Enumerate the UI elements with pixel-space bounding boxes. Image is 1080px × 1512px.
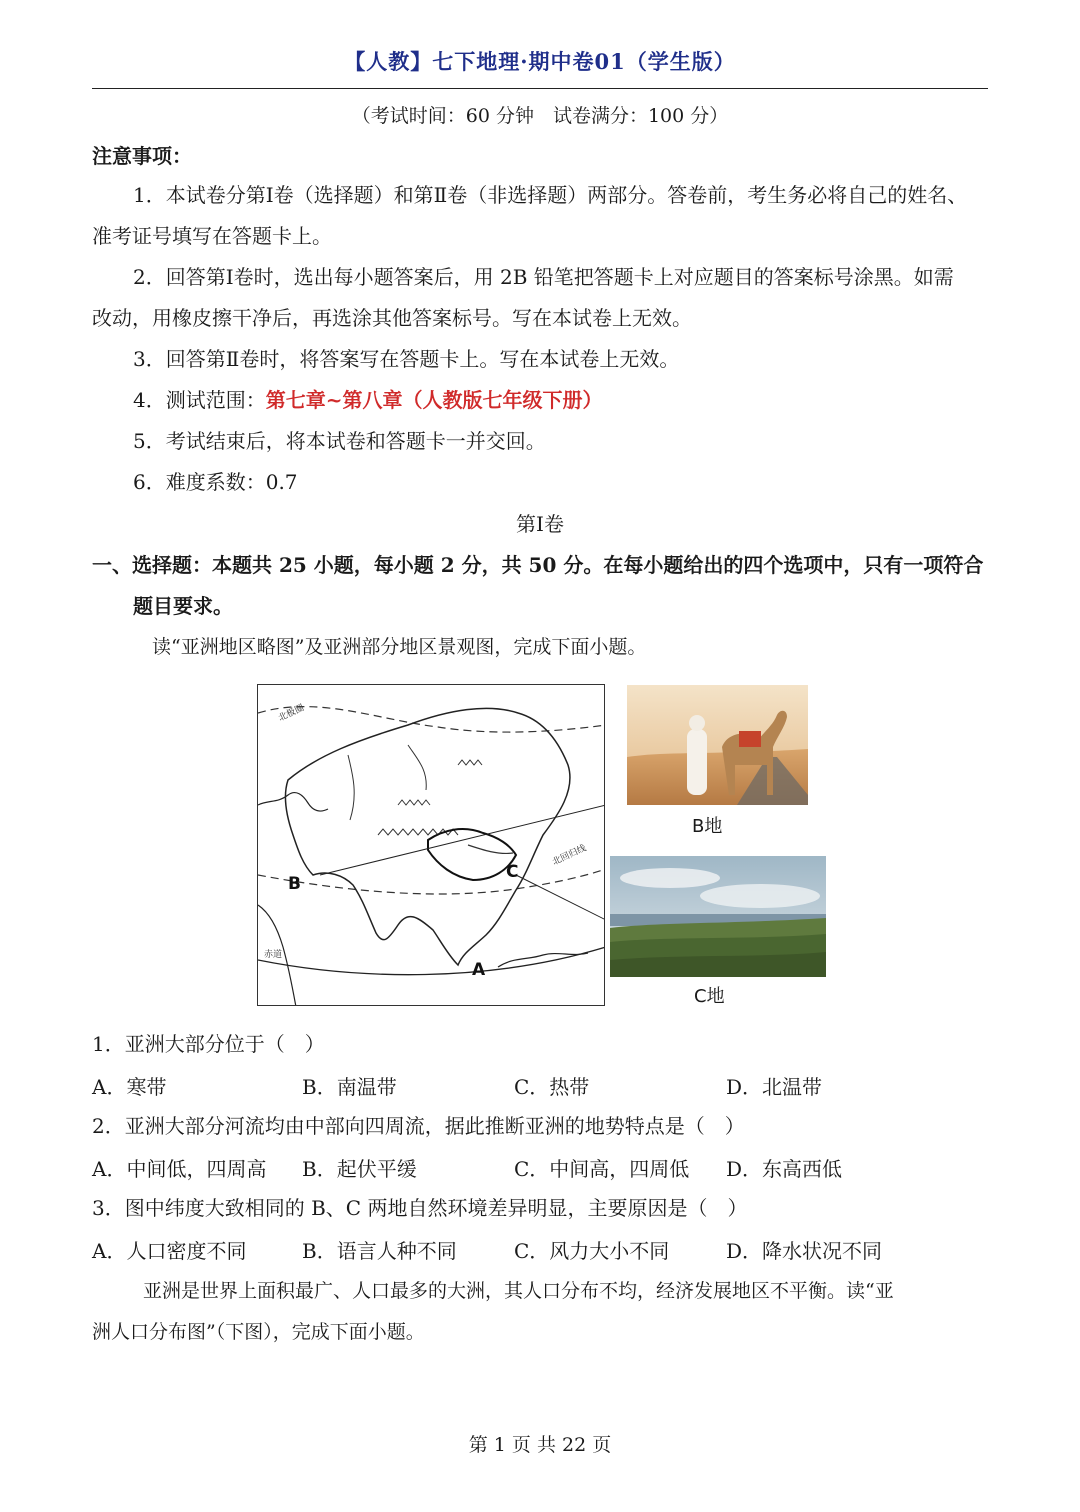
exam-info: （考试时间：60 分钟 试卷满分：100 分） bbox=[351, 105, 729, 127]
photo-b-desert bbox=[627, 685, 808, 805]
point-a-label: A bbox=[472, 960, 486, 980]
question-2-option-b: B．起伏平缓 bbox=[302, 1157, 417, 1181]
notice-item-4-prefix: 4．测试范围： bbox=[133, 388, 266, 412]
desert-photo-drawing bbox=[627, 685, 808, 805]
question-1-option-a: A．寒带 bbox=[92, 1075, 167, 1099]
arctic-circle-label: 北极圈 bbox=[277, 703, 306, 724]
question-1-option-d: D．北温带 bbox=[726, 1075, 823, 1099]
passage-line-2: 洲人口分布图”（下图），完成下面小题。 bbox=[92, 1321, 425, 1343]
section-heading-line-1: 一、选择题：本题共 25 小题，每小题 2 分，共 50 分。在每小题给出的四个选项中，只有一项符合 bbox=[92, 553, 984, 577]
notice-item-3: 3．回答第Ⅱ卷时，将答案写在答题卡上。写在本试卷上无效。 bbox=[133, 347, 680, 371]
question-1-option-c: C．热带 bbox=[514, 1075, 590, 1099]
question-3-option-c: C．风力大小不同 bbox=[514, 1239, 670, 1263]
equator-label: 赤道 bbox=[264, 950, 283, 960]
photo-c-coast bbox=[610, 856, 826, 977]
notice-item-1-line-1: 1．本试卷分第Ⅰ卷（选择题）和第Ⅱ卷（非选择题）两部分。答卷前，考生务必将自己的姓名、 bbox=[133, 183, 968, 207]
question-3-option-d: D．降水状况不同 bbox=[726, 1239, 883, 1263]
river-2 bbox=[408, 745, 426, 790]
northern-range bbox=[458, 760, 482, 765]
passage-line-1: 亚洲是世界上面积最广、人口最多的大洲，其人口分布不均，经济发展地区不平衡。读“亚 bbox=[143, 1280, 894, 1302]
test-range: 第七章~第八章（人教版七年级下册） bbox=[265, 388, 603, 412]
notice-item-4 bbox=[133, 386, 603, 414]
question-3-option-b: B．语言人种不同 bbox=[302, 1239, 457, 1263]
volume-title: 第Ⅰ卷 bbox=[516, 512, 564, 536]
arctic-circle-line bbox=[258, 707, 605, 732]
river-3 bbox=[468, 845, 513, 853]
notice-item-1-line-2: 准考证号填写在答题卡上。 bbox=[92, 224, 332, 248]
notice-item-2-line-1: 2．回答第Ⅰ卷时，选出每小题答案后，用 2B 铅笔把答题卡上对应题目的答案标号涂黑。如需 bbox=[133, 265, 954, 289]
question-2-option-a: A．中间低，四周高 bbox=[92, 1157, 267, 1181]
document-title: 【人教】七下地理·期中卷01（学生版） bbox=[344, 49, 736, 74]
caption-b: B地 bbox=[692, 816, 723, 837]
asia-map bbox=[257, 684, 605, 1006]
europe-edge bbox=[258, 793, 328, 811]
point-b-label: B bbox=[288, 874, 301, 894]
point-c-label: C bbox=[506, 862, 519, 882]
question-1-stem: 1．亚洲大部分位于（ ） bbox=[92, 1032, 325, 1056]
question-3-option-a: A．人口密度不同 bbox=[92, 1239, 247, 1263]
equator-line bbox=[258, 947, 605, 975]
c-pointer-line bbox=[516, 875, 605, 920]
notice-heading: 注意事项： bbox=[92, 144, 192, 168]
china-outline bbox=[428, 829, 519, 882]
b-pointer-line bbox=[320, 805, 605, 875]
figure-intro: 读“亚洲地区略图”及亚洲部分地区景观图，完成下面小题。 bbox=[152, 636, 647, 658]
asia-map-drawing bbox=[258, 685, 605, 1006]
kunlun-range bbox=[398, 800, 430, 805]
page-number: 第 1 页 共 22 页 bbox=[468, 1434, 612, 1456]
tropic-label: 北回归线 bbox=[551, 843, 588, 868]
question-1-option-b: B．南温带 bbox=[302, 1075, 397, 1099]
caption-c: C地 bbox=[694, 986, 725, 1007]
question-3-stem: 3．图中纬度大致相同的 B、C 两地自然环境差异明显，主要原因是（ ） bbox=[92, 1196, 748, 1220]
notice-item-5: 5．考试结束后，将本试卷和答题卡一并交回。 bbox=[133, 429, 546, 453]
notice-item-2-line-2: 改动，用橡皮擦干净后，再选涂其他答案标号。写在本试卷上无效。 bbox=[92, 306, 692, 330]
coast-photo-drawing bbox=[610, 856, 826, 977]
question-2-option-c: C．中间高，四周低 bbox=[514, 1157, 690, 1181]
river-1 bbox=[348, 755, 354, 820]
header-divider bbox=[92, 88, 988, 89]
asia-coastline bbox=[286, 708, 570, 965]
question-2-option-d: D．东高西低 bbox=[726, 1157, 843, 1181]
section-heading-line-2: 题目要求。 bbox=[133, 594, 233, 618]
question-2-stem: 2．亚洲大部分河流均由中部向四周流，据此推断亚洲的地势特点是（ ） bbox=[92, 1114, 745, 1138]
notice-item-6: 6．难度系数：0.7 bbox=[133, 470, 298, 494]
